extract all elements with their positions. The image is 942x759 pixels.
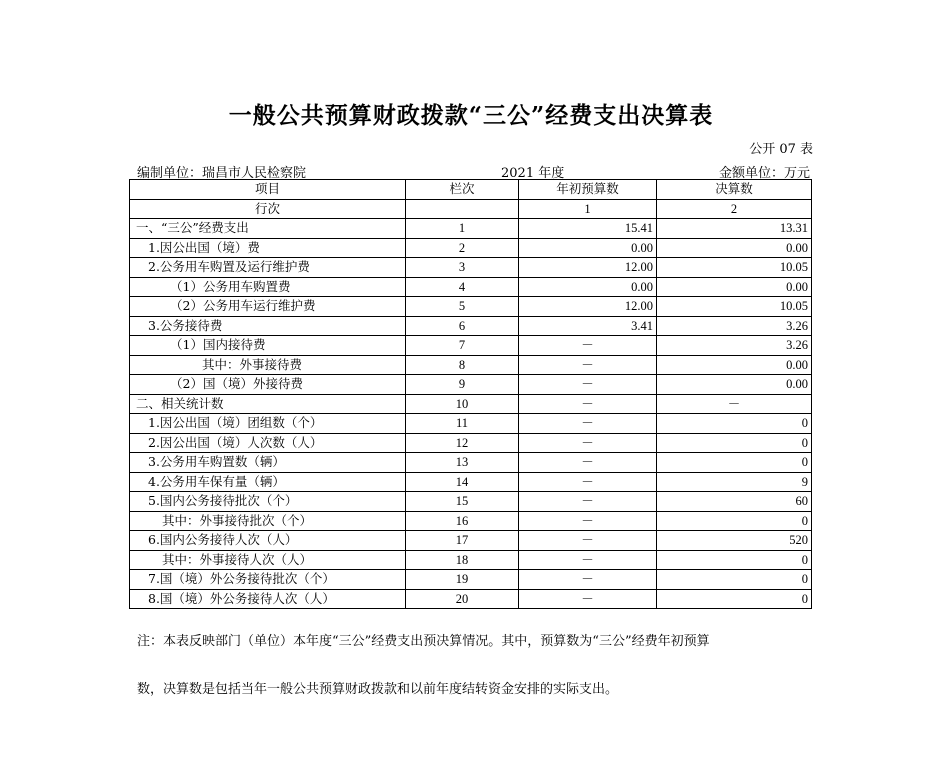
row-column-no: 20 xyxy=(406,589,519,609)
reporting-unit: 编制单位：瑞昌市人民检察院 xyxy=(137,166,307,181)
row-label: （2）公务用车运行维护费 xyxy=(130,297,406,317)
row-label: 其中：外事接待人次（人） xyxy=(130,550,406,570)
row-final: 0 xyxy=(657,589,812,609)
row-column-no: 8 xyxy=(406,355,519,375)
table-row xyxy=(130,472,812,492)
row-budget: 12.00 xyxy=(519,258,657,278)
row-label: 3.公务接待费 xyxy=(130,316,406,336)
table-row xyxy=(130,531,812,551)
row-budget: － xyxy=(519,414,657,434)
header-column-no: 栏次 xyxy=(406,180,519,200)
row-column-no: 2 xyxy=(406,238,519,258)
row-label: 1.因公出国（境）费 xyxy=(130,238,406,258)
table-row xyxy=(130,511,812,531)
row-budget: － xyxy=(519,511,657,531)
table-row xyxy=(130,219,812,239)
expense-table xyxy=(129,179,812,609)
row-budget: － xyxy=(519,433,657,453)
table-header-row xyxy=(130,180,812,200)
row-budget: － xyxy=(519,492,657,512)
row-label: 8.国（境）外公务接待人次（人） xyxy=(130,589,406,609)
table-row xyxy=(130,277,812,297)
row-column-no: 12 xyxy=(406,433,519,453)
header-budget: 年初预算数 xyxy=(519,180,657,200)
row-final: － xyxy=(657,394,812,414)
row-label: 二、相关统计数 xyxy=(130,394,406,414)
row-budget: － xyxy=(519,394,657,414)
row-column-no: 9 xyxy=(406,375,519,395)
row-final: 0 xyxy=(657,453,812,473)
row-budget: － xyxy=(519,531,657,551)
fiscal-year: 2021 年度 xyxy=(501,166,565,181)
row-column-no: 6 xyxy=(406,316,519,336)
row-column-no: 11 xyxy=(406,414,519,434)
row-budget: 0.00 xyxy=(519,238,657,258)
row-budget: － xyxy=(519,375,657,395)
row-budget: － xyxy=(519,336,657,356)
header-item: 项目 xyxy=(130,180,406,200)
row-label: 4.公务用车保有量（辆） xyxy=(130,472,406,492)
row-final: 3.26 xyxy=(657,336,812,356)
row-column-no: 17 xyxy=(406,531,519,551)
row-budget: 3.41 xyxy=(519,316,657,336)
row-column-no: 16 xyxy=(406,511,519,531)
table-row xyxy=(130,453,812,473)
index-final: 2 xyxy=(657,199,812,219)
row-final: 60 xyxy=(657,492,812,512)
table-row xyxy=(130,258,812,278)
table-row xyxy=(130,238,812,258)
row-budget: － xyxy=(519,570,657,590)
table-row xyxy=(130,589,812,609)
row-label: 一、“三公”经费支出 xyxy=(130,219,406,239)
row-label: 5.国内公务接待批次（个） xyxy=(130,492,406,512)
row-budget: 12.00 xyxy=(519,297,657,317)
row-final: 520 xyxy=(657,531,812,551)
row-final: 0 xyxy=(657,570,812,590)
row-label: （1）公务用车购置费 xyxy=(130,277,406,297)
header-final: 决算数 xyxy=(657,180,812,200)
row-final: 9 xyxy=(657,472,812,492)
table-row xyxy=(130,355,812,375)
row-final: 0 xyxy=(657,433,812,453)
row-column-no: 19 xyxy=(406,570,519,590)
table-row xyxy=(130,492,812,512)
row-label: 2.公务用车购置及运行维护费 xyxy=(130,258,406,278)
row-budget: － xyxy=(519,355,657,375)
currency-unit: 金额单位：万元 xyxy=(718,166,810,181)
table-row xyxy=(130,433,812,453)
row-column-no: 4 xyxy=(406,277,519,297)
row-final: 0 xyxy=(657,511,812,531)
row-column-no: 10 xyxy=(406,394,519,414)
row-final: 0 xyxy=(657,550,812,570)
row-column-no: 5 xyxy=(406,297,519,317)
row-label: （2）国（境）外接待费 xyxy=(130,375,406,395)
index-blank xyxy=(406,199,519,219)
row-budget: － xyxy=(519,589,657,609)
row-label: 2.因公出国（境）人次数（人） xyxy=(130,433,406,453)
row-final: 10.05 xyxy=(657,258,812,278)
row-column-no: 14 xyxy=(406,472,519,492)
page-title: 一般公共预算财政拨款“三公”经费支出决算表 xyxy=(228,102,714,129)
table-index-row xyxy=(130,199,812,219)
row-column-no: 13 xyxy=(406,453,519,473)
footnote-line-2: 数，决算数是包括当年一般公共预算财政拨款和以前年度结转资金安排的实际支出。 xyxy=(137,682,619,697)
table-row xyxy=(130,570,812,590)
row-budget: － xyxy=(519,453,657,473)
table-row xyxy=(130,394,812,414)
row-column-no: 1 xyxy=(406,219,519,239)
index-budget: 1 xyxy=(519,199,657,219)
row-label: 其中：外事接待费 xyxy=(130,355,406,375)
report-meta xyxy=(137,162,810,180)
table-row xyxy=(130,414,812,434)
row-column-no: 7 xyxy=(406,336,519,356)
row-final: 0.00 xyxy=(657,355,812,375)
row-final: 0.00 xyxy=(657,238,812,258)
table-row xyxy=(130,375,812,395)
table-row xyxy=(130,297,812,317)
row-budget: － xyxy=(519,472,657,492)
row-label: 6.国内公务接待人次（人） xyxy=(130,531,406,551)
index-label: 行次 xyxy=(130,199,406,219)
row-final: 0.00 xyxy=(657,277,812,297)
row-final: 3.26 xyxy=(657,316,812,336)
row-budget: 15.41 xyxy=(519,219,657,239)
row-label: 3.公务用车购置数（辆） xyxy=(130,453,406,473)
row-budget: － xyxy=(519,550,657,570)
row-final: 10.05 xyxy=(657,297,812,317)
row-final: 0 xyxy=(657,414,812,434)
row-column-no: 18 xyxy=(406,550,519,570)
row-final: 13.31 xyxy=(657,219,812,239)
table-row xyxy=(130,336,812,356)
footnote-line-1: 注：本表反映部门（单位）本年度“三公”经费支出预决算情况。其中，预算数为“三公”经费年初预算 xyxy=(137,634,710,649)
row-label: 1.因公出国（境）团组数（个） xyxy=(130,414,406,434)
table-row xyxy=(130,316,812,336)
row-label: （1）国内接待费 xyxy=(130,336,406,356)
row-label: 其中：外事接待批次（个） xyxy=(130,511,406,531)
row-column-no: 15 xyxy=(406,492,519,512)
row-budget: 0.00 xyxy=(519,277,657,297)
row-column-no: 3 xyxy=(406,258,519,278)
form-code: 公开 07 表 xyxy=(749,142,813,157)
row-final: 0.00 xyxy=(657,375,812,395)
row-label: 7.国（境）外公务接待批次（个） xyxy=(130,570,406,590)
table-row xyxy=(130,550,812,570)
